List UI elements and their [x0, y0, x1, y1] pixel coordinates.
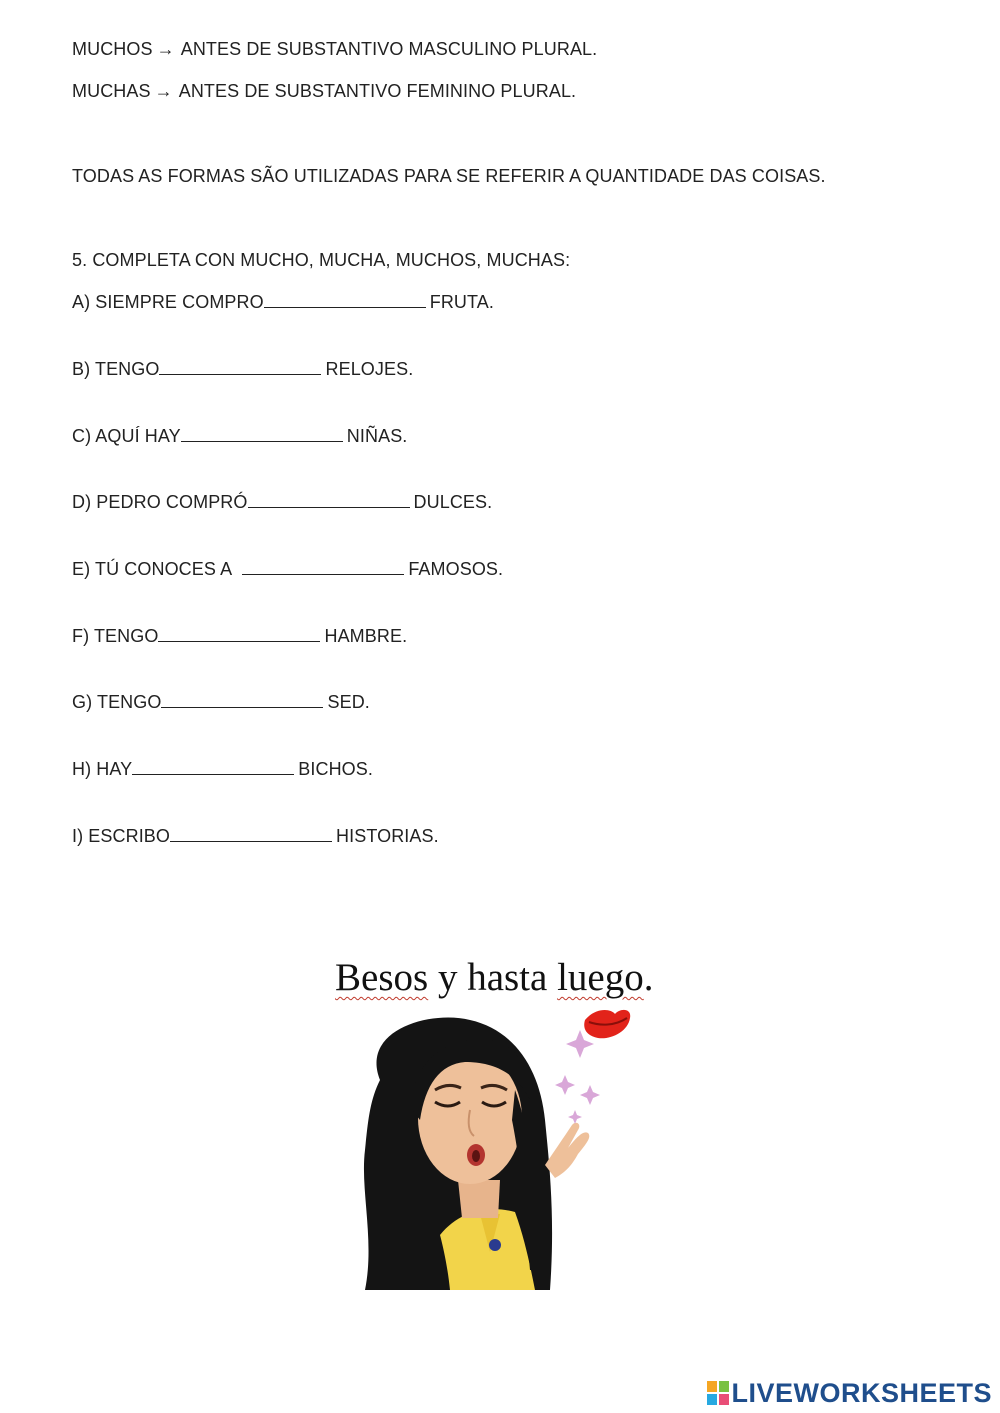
item-ending: HAMBRE.: [324, 626, 408, 646]
exercise-item: [72, 625, 407, 647]
item-prompt: I) ESCRIBO: [72, 826, 171, 846]
avatar-kiss-illustration: [340, 990, 660, 1290]
item-prompt: B) TENGO: [72, 359, 160, 379]
exercise-item: [72, 291, 494, 313]
item-prompt: H) HAY: [72, 759, 133, 779]
answer-blank[interactable]: [158, 625, 320, 642]
exercise-item: [72, 825, 439, 847]
item-ending: BICHOS.: [298, 759, 373, 779]
exercise-item: [72, 691, 370, 713]
exercise-item: [72, 491, 492, 513]
liveworksheets-logo[interactable]: [707, 1376, 992, 1410]
exercise-item: [72, 358, 413, 380]
arrow-right-icon: →: [154, 81, 173, 101]
item-ending: NIÑAS.: [346, 426, 408, 446]
rule-muchas: [72, 80, 576, 102]
item-ending: DULCES.: [413, 492, 493, 512]
item-prompt: D) PEDRO COMPRÓ: [72, 492, 248, 512]
item-ending: SED.: [327, 692, 370, 712]
item-ending: HISTORIAS.: [336, 826, 439, 846]
closing-word-luego: luego: [557, 956, 644, 999]
item-ending: FAMOSOS.: [408, 559, 504, 579]
exercise-item: [72, 558, 503, 580]
item-prompt: E) TÚ CONOCES A: [72, 559, 237, 579]
answer-blank[interactable]: [170, 825, 332, 842]
exercise-item: [72, 758, 373, 780]
closing-word-besos: Besos: [335, 956, 429, 999]
answer-blank[interactable]: [264, 291, 426, 308]
item-prompt: C) AQUÍ HAY: [72, 426, 181, 446]
rule-word: MUCHOS: [72, 39, 153, 59]
answer-blank[interactable]: [242, 558, 404, 575]
rule-muchos: [72, 38, 597, 60]
logo-text: LIVEWORKSHEETS: [731, 1377, 992, 1408]
arrow-right-icon: →: [156, 39, 175, 59]
usage-note: TODAS AS FORMAS SÃO UTILIZADAS PARA SE REFERIR A QUANTIDADE DAS COISAS.: [72, 166, 826, 186]
rule-word: MUCHAS: [72, 81, 151, 101]
answer-blank[interactable]: [159, 358, 321, 375]
rule-text: ANTES DE SUBSTANTIVO MASCULINO PLURAL.: [180, 39, 598, 59]
item-prompt: F) TENGO: [72, 626, 159, 646]
answer-blank[interactable]: [248, 491, 410, 508]
liveworksheets-badge-icon: [707, 1381, 729, 1405]
exercise-item: [72, 425, 407, 447]
item-ending: RELOJES.: [325, 359, 414, 379]
exercise-title: 5. COMPLETA CON MUCHO, MUCHA, MUCHOS, MUCHAS:: [72, 250, 571, 270]
answer-blank[interactable]: [132, 758, 294, 775]
item-prompt: A) SIEMPRE COMPRO: [72, 292, 264, 312]
closing-middle: y hasta: [428, 956, 558, 999]
item-prompt: G) TENGO: [72, 692, 162, 712]
answer-blank[interactable]: [161, 691, 323, 708]
rule-text: ANTES DE SUBSTANTIVO FEMININO PLURAL.: [178, 81, 577, 101]
kiss-lips-icon: [584, 1010, 630, 1038]
item-ending: FRUTA.: [429, 292, 494, 312]
answer-blank[interactable]: [181, 425, 343, 442]
closing-end: .: [643, 956, 654, 999]
